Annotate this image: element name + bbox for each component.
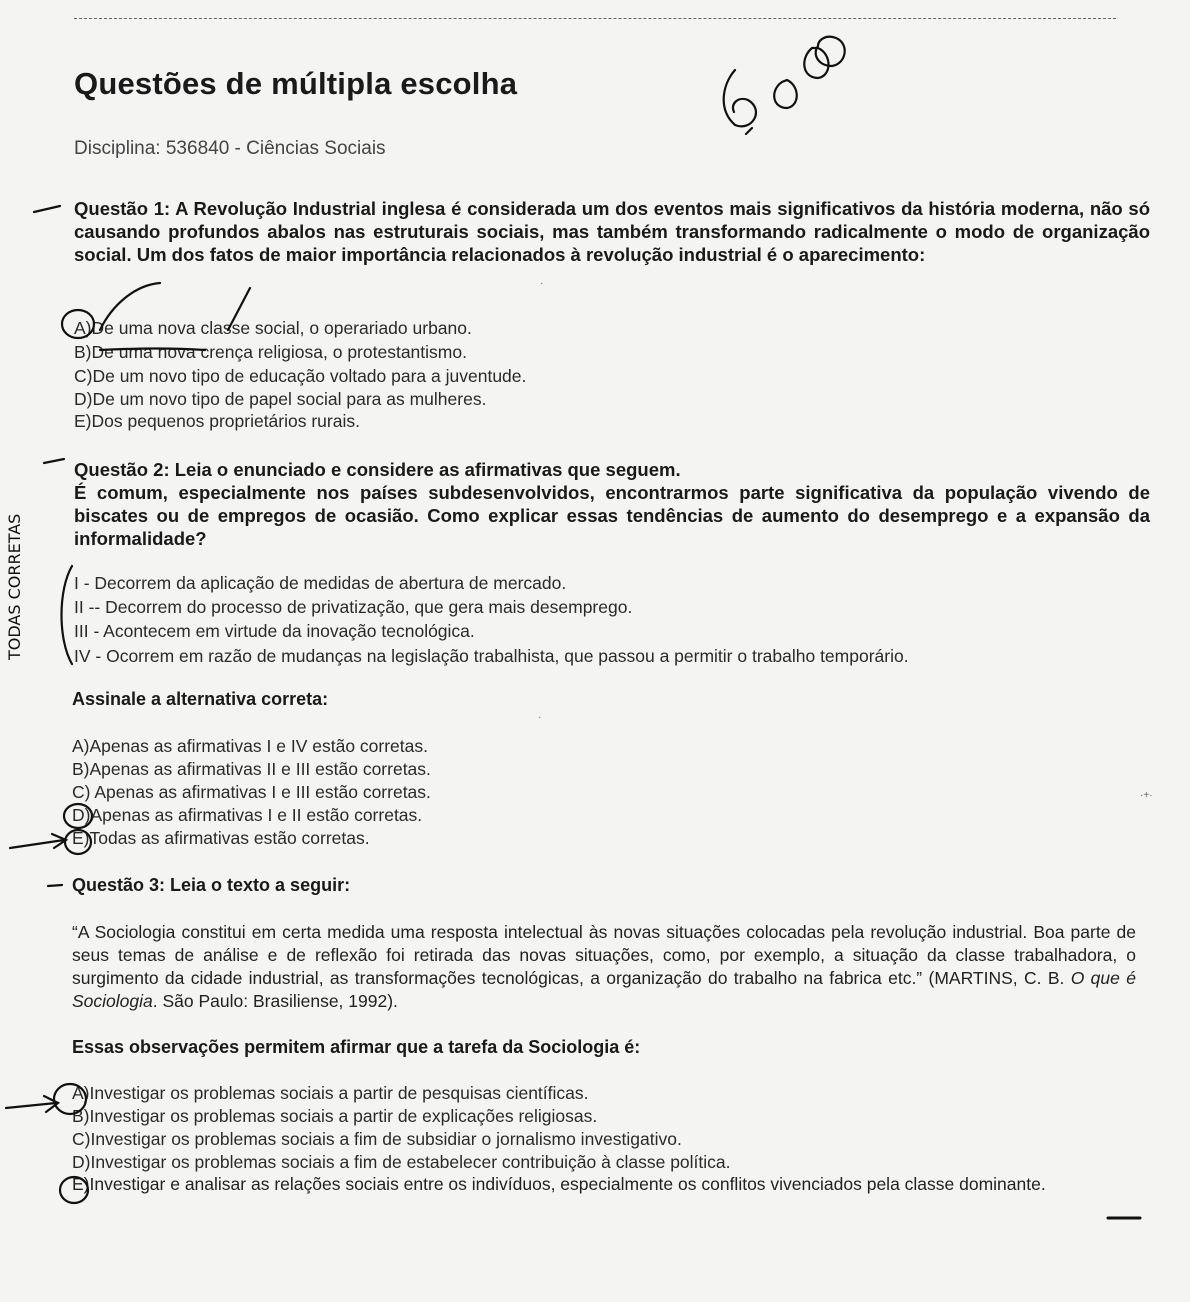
q3-option-e: E)Investigar e analisar as relações sociais entre os indivíduos, especialmente os conflitos vivenciados pela classe dominante. bbox=[72, 1174, 1046, 1194]
question-2-heading: Questão 2: Leia o enunciado e considere as afirmativas que seguem. bbox=[74, 459, 681, 480]
statements-brace bbox=[62, 566, 73, 664]
q1-option-d: D)De um novo tipo de papel social para as mulheres. bbox=[74, 389, 487, 409]
q3-quote-main: “A Sociologia constitui em certa medida uma resposta intelectual às novas situações colocadas pela revolução industrial. Boa parte de seus temas de análise e de reflexão foi retirada das novas situações, como, por exemplo, a situação da classe trabalhadora, o surgimento da cidade industrial, as transformações tecnológicas, a organização do trabalho na fabrica etc.” (MARTINS, C. B. bbox=[72, 922, 1136, 988]
q1-option-b: B)De uma nova crença religiosa, o protestantismo. bbox=[74, 342, 467, 362]
handwritten-grade bbox=[724, 37, 845, 134]
arrow-head-q3 bbox=[44, 1096, 58, 1112]
q2-option-c: C) Apenas as afirmativas I e III estão corretas. bbox=[72, 782, 431, 802]
margin-note: TODAS CORRETAS bbox=[5, 513, 24, 660]
scan-speck: ·+· bbox=[1140, 790, 1153, 801]
q2-option-d: D)Apenas as afirmativas I e II estão corretas. bbox=[72, 805, 423, 825]
q3-option-c: C)Investigar os problemas sociais a fim de subsidiar o jornalismo investigativo. bbox=[72, 1129, 682, 1149]
page-title: Questões de múltipla escolha bbox=[74, 66, 518, 101]
q2-option-e: E)Todas as afirmativas estão corretas. bbox=[72, 828, 370, 848]
margin-dash-q3 bbox=[48, 885, 62, 886]
scan-speck: · bbox=[540, 278, 544, 289]
q3-prompt: Essas observações permitem afirmar que a tarefa da Sociologia é: bbox=[72, 1037, 641, 1057]
question-3-heading: Questão 3: Leia o texto a seguir: bbox=[72, 875, 351, 895]
arrow-q3 bbox=[6, 1103, 56, 1108]
arrow-head-q2 bbox=[52, 834, 66, 848]
q2-option-a: A)Apenas as afirmativas I e IV estão corretas. bbox=[72, 736, 428, 756]
q1-option-c: C)De um novo tipo de educação voltado para a juventude. bbox=[74, 366, 527, 386]
q3-quote-book: O que é Sociologia bbox=[72, 968, 1136, 1011]
q3-option-d: D)Investigar os problemas sociais a fim de estabelecer contribuição à classe política. bbox=[72, 1152, 731, 1172]
q3-option-a: A)Investigar os problemas sociais a partir de pesquisas científicas. bbox=[72, 1083, 589, 1103]
q3-quote bbox=[72, 921, 1136, 1013]
q2-prompt: Assinale a alternativa correta: bbox=[72, 689, 329, 709]
q1-option-e: E)Dos pequenos proprietários rurais. bbox=[74, 411, 360, 431]
scan-speck: · bbox=[538, 712, 542, 723]
q2-statement-1: I - Decorrem da aplicação de medidas de abertura de mercado. bbox=[74, 573, 567, 593]
margin-dash-q1 bbox=[34, 206, 60, 212]
arrow-q2 bbox=[10, 840, 64, 848]
q2-statement-4: IV - Ocorrem em razão de mudanças na legislação trabalhista, que passou a permitir o trabalho temporário. bbox=[74, 646, 909, 666]
q2-statement-2: II -- Decorrem do processo de privatização, que gera mais desemprego. bbox=[74, 597, 633, 617]
q2-statement-3: III - Acontecem em virtude da inovação tecnológica. bbox=[74, 621, 475, 641]
q3-quote-tail: . São Paulo: Brasiliense, 1992). bbox=[152, 991, 398, 1011]
q1-option-a: A)De uma nova classe social, o operariado urbano. bbox=[74, 318, 472, 338]
question-2-text: É comum, especialmente nos países subdesenvolvidos, encontrarmos parte significativa da população vivendo de biscates ou de empregos de ocasião. Como explicar essas tendências de aumento do desemprego e a expansão da informalidade? bbox=[74, 482, 1150, 549]
margin-dash-q2 bbox=[44, 459, 64, 463]
subject-line: Disciplina: 536840 - Ciências Sociais bbox=[74, 138, 386, 159]
q2-option-b: B)Apenas as afirmativas II e III estão corretas. bbox=[72, 759, 431, 779]
q3-option-b: B)Investigar os problemas sociais a partir de explicações religiosas. bbox=[72, 1106, 598, 1126]
top-dashed-rule bbox=[74, 18, 1116, 19]
question-1-text: Questão 1: A Revolução Industrial inglesa é considerada um dos eventos mais significativos da história moderna, não só causando profundos abalos nas estruturais sociais, mas também transformando radicalmente o modo de organização social. Um dos fatos de maior importância relacionados à revolução industrial é o aparecimento: bbox=[74, 198, 1150, 265]
